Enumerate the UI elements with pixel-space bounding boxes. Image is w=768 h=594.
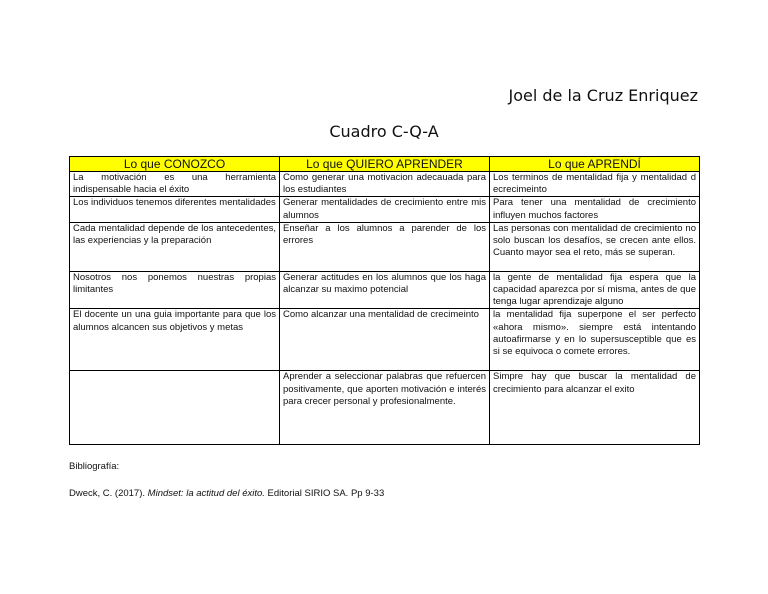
document-title: Cuadro C-Q-A [329,122,439,141]
table-row [70,309,700,371]
table-cell: La motivación es una herramienta indispensable hacia el éxito [70,172,280,197]
table-header-row [70,157,700,172]
table-row [70,222,700,271]
table-cell: Los individuos tenemos diferentes mentalidades [70,197,280,222]
table-cell: Como generar una motivacion adecauada para los estudiantes [280,172,490,197]
table-cell: Las personas con mentalidad de crecimiento no solo buscan los desafíos, se crecen ante ellos. Cuanto mayor sea el reto, más se superan. [490,222,700,271]
bibliography-reference [69,488,384,499]
table-cell: Enseñar a los alumnos a parender de los errores [280,222,490,271]
table-cell: Aprender a seleccionar palabras que refuercen positivamente, que aporten motivación e interés para crecer personal y profesionalmente. [280,371,490,445]
table-row [70,371,700,445]
header-aprendi: Lo que APRENDÍ [490,157,700,172]
table-cell: El docente un una guia importante para que los alumnos alcancen sus objetivos y metas [70,309,280,371]
table-cell: Como alcanzar una mentalidad de crecimeinto [280,309,490,371]
header-quiero-aprender: Lo que QUIERO APRENDER [280,157,490,172]
table-cell: la mentalidad fija superpone el ser perfecto «ahora mismo». siempre está intentando autoafirmarse y en lo supersusceptible que es si se equivoca o comete errores. [490,309,700,371]
table-cell: Simpre hay que buscar la mentalidad de crecimiento para alcanzar el exito [490,371,700,445]
table-cell: Nosotros nos ponemos nuestras propias limitantes [70,271,280,309]
reference-author: Dweck, C. (2017). [69,488,148,499]
header-conozco: Lo que CONOZCO [70,157,280,172]
table-cell: Cada mentalidad depende de los antecedentes, las experiencias y la preparación [70,222,280,271]
table-row [70,197,700,222]
reference-publisher: Editorial SIRIO SA. Pp 9-33 [264,488,385,499]
cqa-table [69,156,700,445]
table-cell: la gente de mentalidad fija espera que la capacidad aparezca por sí misma, antes de que tenga lugar aprendizaje alguno [490,271,700,309]
table-cell: Los terminos de mentalidad fija y mentalidad d ecrecimeinto [490,172,700,197]
reference-book-title: Mindset: la actitud del éxito. [147,488,265,499]
table-cell: Para tener una mentalidad de crecimiento influyen muchos factores [490,197,700,222]
table-cell: Generar actitudes en los alumnos que los haga alcanzar su maximo potencial [280,271,490,309]
table-row [70,271,700,309]
table-cell [70,371,280,445]
author-name: Joel de la Cruz Enriquez [508,86,698,105]
table-row [70,172,700,197]
bibliography-label: Bibliografía: [69,461,120,472]
table-cell: Generar mentalidades de crecimiento entre mis alumnos [280,197,490,222]
